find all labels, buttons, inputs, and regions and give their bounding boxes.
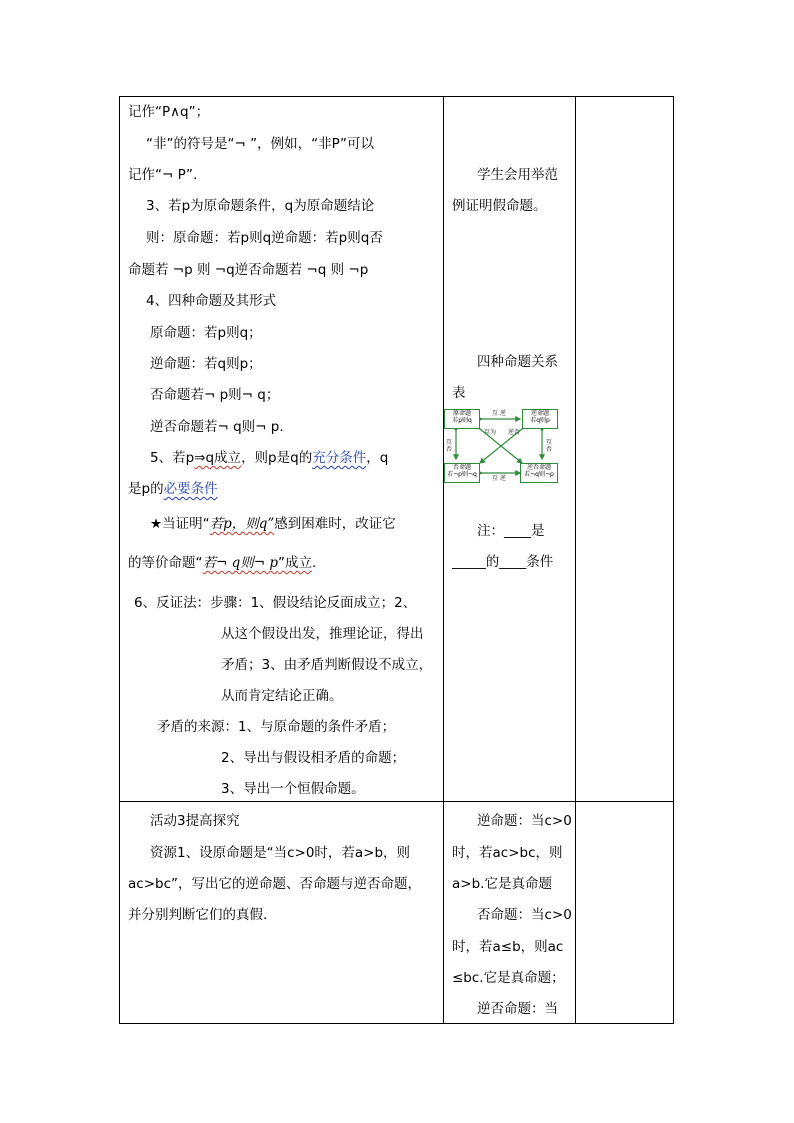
text-line: 否命题：当c>0 (477, 907, 572, 923)
text-span: 是p的 (128, 481, 164, 497)
box-form: 若p则q (452, 417, 472, 424)
bottom-relation-label: 互 逆 (492, 475, 506, 482)
text-line: 矛盾；3、由矛盾判断假设不成立， (221, 657, 433, 673)
text-line: ac>bc”，写出它的逆命题、否命题与逆否命题， (128, 876, 421, 892)
inverse-box (444, 463, 480, 483)
text-span: ”成立 (278, 555, 312, 571)
cross-relation-label: 逆否 (508, 429, 521, 436)
box-form: 若¬q则¬p (524, 471, 554, 478)
note-blank-line: 注：____是 (477, 523, 545, 539)
text-line: ≤bc.它是真命题； (452, 970, 565, 986)
text-line: 资源1、设原命题是“当c>0时，若a>b，则 (150, 845, 411, 861)
text-line: 记作“¬ P”. (128, 167, 198, 183)
text-line: 4、四种命题及其形式 (146, 293, 277, 309)
text-line: 时，若ac>bc，则 (452, 845, 563, 861)
text-span: 感到困难时，改证它 (274, 516, 396, 532)
sufficient-condition-line (150, 450, 388, 466)
table-bottom-border (119, 1023, 674, 1024)
table-right-border (673, 96, 674, 1024)
contrapositive-note-line (128, 555, 316, 571)
left-relation-label: 互否 (446, 439, 453, 453)
note-blank-line: _____的____条件 (452, 554, 554, 570)
text-line: 3、若p为原命题条件，q为原命题结论 (146, 198, 375, 214)
table-left-border (119, 96, 120, 1024)
text-span: . (312, 555, 317, 571)
text-line: 3、导出一个恒假命题。 (221, 781, 365, 797)
text-span: 若p，则q” (209, 516, 275, 532)
text-span: 的等价命题“ (128, 555, 203, 571)
box-title: 原命题 (452, 410, 471, 417)
text-span: 5、若p (150, 450, 195, 466)
text-line: 否命题若¬ p则¬ q； (150, 387, 280, 403)
cross-relation-label: 互为 (484, 429, 497, 436)
text-line: 矛盾的来源：1、与原命题的条件矛盾； (157, 719, 396, 735)
box-title: 逆命题 (530, 410, 549, 417)
text-line: 记作“P∧q”； (128, 104, 210, 120)
sufficient-condition-term: 充分条件 (312, 450, 367, 466)
text-line: 四种命题关系 (477, 354, 558, 370)
text-line: 从而肯定结论正确。 (221, 688, 343, 704)
text-span: ，q (366, 450, 389, 466)
right-relation-label: 互否 (546, 439, 553, 453)
table-top-border (119, 96, 674, 97)
text-span: 若¬ q则¬ p (202, 555, 278, 571)
text-line: “非”的符号是“¬ ”，例如，“非P”可以 (146, 136, 374, 152)
col-divider-2 (575, 96, 576, 1024)
text-span: ⇒q成立 (194, 450, 242, 466)
text-span: ，则p是q的 (241, 450, 313, 466)
box-form: 若q则p (530, 417, 550, 424)
text-line: 逆命题：当c>0 (477, 813, 572, 829)
text-line: 原命题：若p则q； (150, 325, 262, 341)
box-form: 若¬p则¬q (447, 471, 477, 478)
contrapositive-box (520, 463, 558, 483)
col-divider-1 (443, 96, 444, 1024)
text-line: 6、反证法：步骤：1、假设结论反面成立；2、 (134, 595, 417, 611)
four-propositions-diagram (444, 407, 558, 485)
text-line: 逆否命题：当 (477, 1001, 558, 1017)
text-line: 逆命题：若q则p； (150, 356, 262, 372)
necessary-condition-term: 必要条件 (163, 481, 218, 497)
text-line: a>b.它是真命题 (452, 876, 552, 892)
box-title: 否命题 (452, 464, 471, 471)
text-line: 则：原命题：若p则q逆命题：若p则q否 (146, 230, 383, 246)
text-line: 学生会用举范 (477, 167, 558, 183)
original-proposition-box (444, 409, 480, 429)
text-line: 例证明假命题。 (452, 198, 547, 214)
converse-box (522, 409, 558, 429)
contrapositive-note-line (150, 516, 396, 532)
text-line: 从这个假设出发，推理论证，得出 (221, 626, 424, 642)
text-line: 2、导出与假设相矛盾的命题； (221, 750, 406, 766)
row-divider (119, 801, 674, 802)
text-line: 表 (452, 385, 466, 401)
necessary-condition-line (128, 481, 218, 497)
text-line: 逆否命题若¬ q则¬ p. (150, 419, 284, 435)
text-line: 命题若 ¬p 则 ¬q逆否命题若 ¬q 则 ¬p (128, 262, 369, 278)
text-span: ★当证明“ (150, 516, 210, 532)
text-line: 时，若a≤b，则ac (452, 939, 564, 955)
box-title: 逆否命题 (526, 464, 551, 471)
text-line: 活动3提高探究 (150, 813, 240, 829)
top-relation-label: 互 逆 (492, 410, 506, 417)
text-line: 并分别判断它们的真假. (128, 907, 268, 923)
